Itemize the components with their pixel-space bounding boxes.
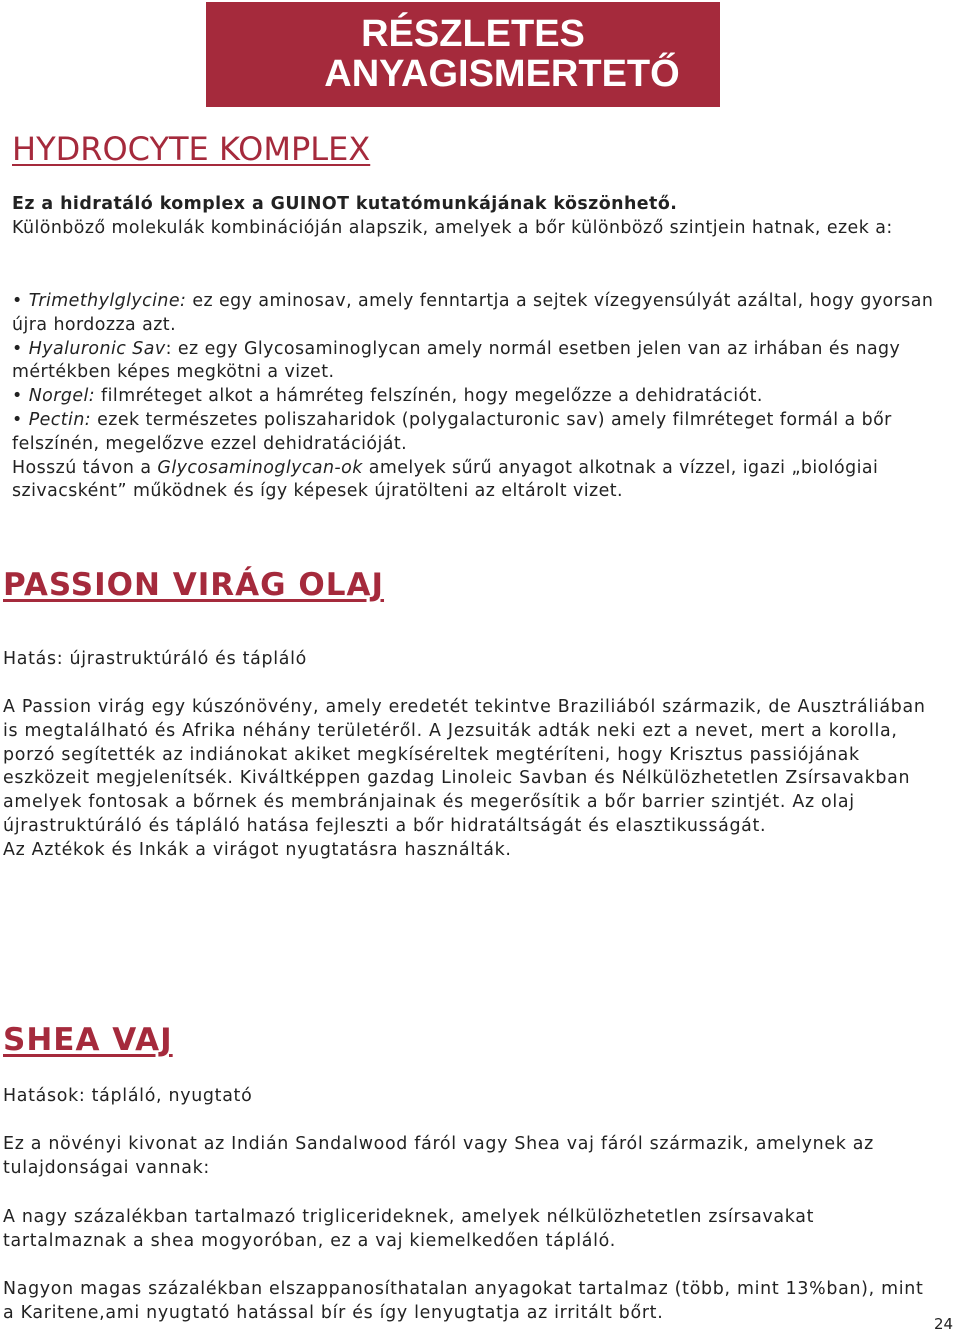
bullet-item-pectin: • Pectin: ezek természetes poliszaharidok (polygalacturonic sav) amely filmréteget formál a bőr felszínén, megelőzve ezzel dehidratációját. bbox=[12, 409, 892, 454]
bullet-item-norgel: • Norgel: filmréteget alkot a hámréteg felszínén, hogy megelőzze a dehidratációt. bbox=[12, 386, 763, 407]
hydrocyte-title: HYDROCYTE KOMPLEX bbox=[12, 130, 371, 168]
hydrocyte-bullets bbox=[12, 290, 942, 504]
passion-body-text: A Passion virág egy kúszónövény, amely eredetét tekintve Braziliából származik, de Ausztráliában is megtalálható és Afrika néhány területéről. A Jezsuiták adták neki ezt a nevet, mert a korolla, porzó segítették az indiánokat akiket megkíséreltek megtéríteni, hogy Krisztus passiójának eszközeit megjelenítsék. Kiváltképpen gazdag Linoleic Savban és Nélkülözhetetlen Zsírsavakban amelyek fontosak a bőrnek és membránjainak és megerősítik a bőr barrier szintjét. Az olaj újrastruktúráló és tápláló hatása fejleszti a bőr hidratáltságát és elasztikusságát. bbox=[3, 697, 926, 836]
passion-effect: Hatás: újrastruktúráló és tápláló bbox=[3, 649, 307, 669]
passion-last-line: Az Aztékok és Inkák a virágot nyugtatásra használták. bbox=[3, 839, 512, 860]
passion-body bbox=[3, 696, 928, 863]
shea-paragraph-1: Ez a növényi kivonat az Indián Sandalwood fáról vagy Shea vaj fáról származik, amelynek az tulajdonságai vannak: bbox=[3, 1134, 874, 1178]
header-banner bbox=[206, 2, 720, 107]
banner-line-2: ANYAGISMERTETŐ bbox=[324, 53, 680, 95]
hydrocyte-intro-bold: Ez a hidratáló komplex a GUINOT kutatómunkájának köszönhető. bbox=[12, 194, 678, 214]
bullet-item-hyaluronic: • Hyaluronic Sav: ez egy Glycosaminoglycan amely normál esetben jelen van az irhában és nagy mértékben képes megkötni a vizet. bbox=[12, 338, 901, 383]
shea-title: SHEA VAJ bbox=[3, 1022, 173, 1058]
hydrocyte-intro bbox=[12, 193, 942, 241]
bullet-item-trimethylglycine: • Trimethylglycine: ez egy aminosav, amely fenntartja a sejtek vízegyensúlyát azáltal, hogy gyorsan újra hordozza azt. bbox=[12, 291, 934, 335]
banner-line-1: RÉSZLETES bbox=[361, 13, 585, 55]
shea-effect: Hatások: tápláló, nyugtató bbox=[3, 1086, 253, 1106]
shea-paragraph-2: A nagy százalékban tartalmazó triglicerideknek, amelyek nélkülözhetetlen zsírsavakat tartalmaznak a shea mogyoróban, ez a vaj kiemelkedően tápláló. bbox=[3, 1207, 815, 1251]
shea-paragraph-3: Nagyon magas százalékban elszappanosíthatalan anyagokat tartalmaz (több, mint 13%ban), mint a Karitene,ami nyugtató hatással bír és így lenyugtatja az irritált bőrt. bbox=[3, 1279, 924, 1323]
hydrocyte-intro-text: Különböző molekulák kombinációján alapszik, amelyek a bőr különböző szintjein hatnak, ezek a: bbox=[12, 217, 893, 238]
passion-title: PASSION VIRÁG OLAJ bbox=[3, 567, 385, 603]
page-number: 24 bbox=[934, 1315, 954, 1333]
hydrocyte-closing: Hosszú távon a Glycosaminoglycan-ok amelyek sűrű anyagot alkotnak a vízzel, igazi „biológiai szivacsként” működnek és így képesek újratölteni az eltárolt vizet. bbox=[12, 457, 879, 502]
